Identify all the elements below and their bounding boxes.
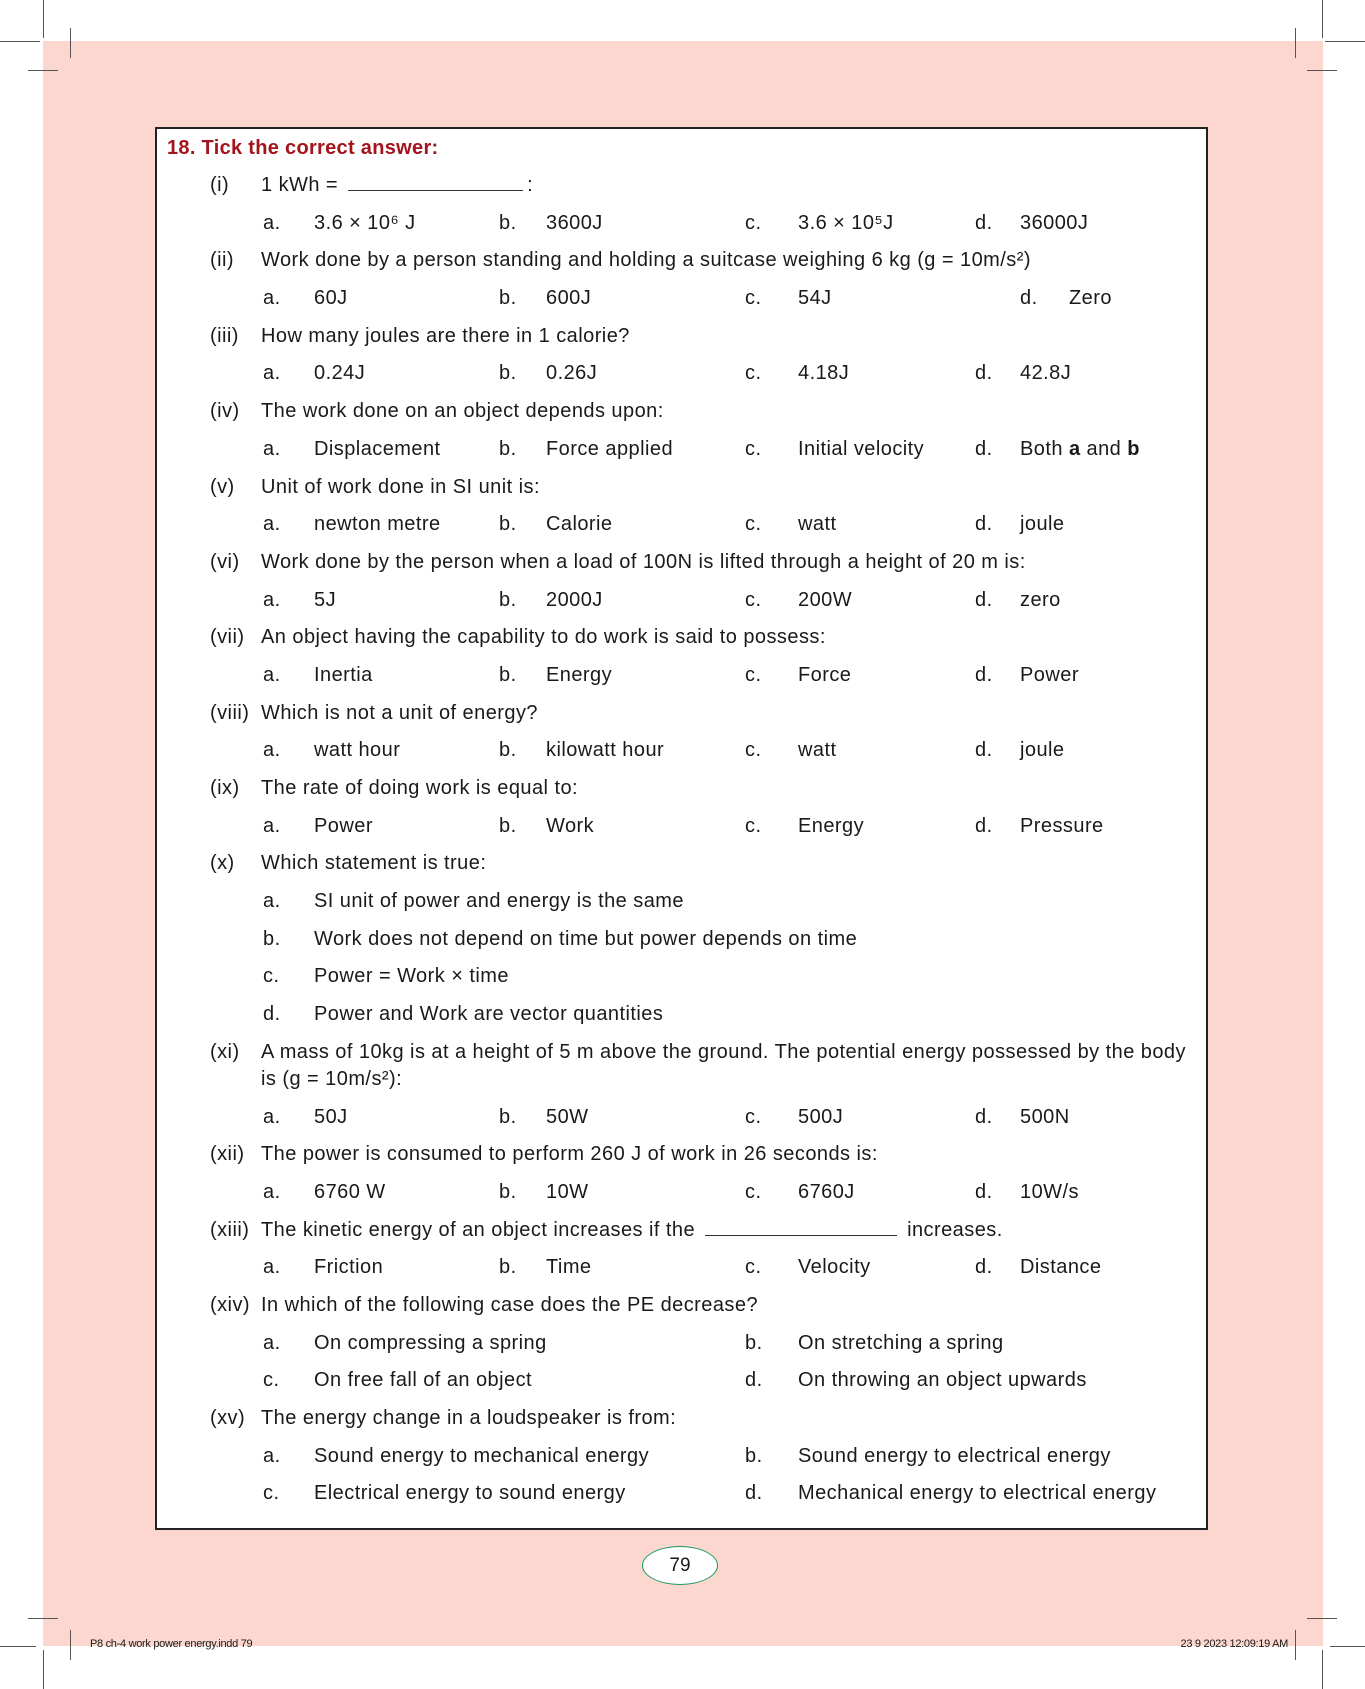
options-row [157,732,1206,770]
question-number: (ix) [210,777,240,799]
options-row [157,205,1206,243]
options-row [157,1099,1206,1137]
question-text [261,845,486,883]
question-text [261,1400,676,1438]
option-label: c. [745,362,762,385]
question-v [157,469,1206,507]
option-label: d. [1020,287,1038,310]
question-i [157,167,1206,205]
question-x [157,845,1206,883]
option-label: a. [263,1105,281,1128]
option-a[interactable]: Sound energy to mechanical energy [314,1444,650,1467]
question-xii [157,1136,1206,1174]
option-a[interactable]: SI unit of power and energy is the same [314,890,684,913]
crop-mark [70,1630,71,1660]
option-label: c. [745,663,762,686]
option-c[interactable]: 200W [798,588,853,611]
question-text [261,770,578,808]
option-d[interactable]: Mechanical energy to electrical energy [798,1482,1157,1505]
option-d[interactable]: Distance [1020,1256,1102,1279]
option-c[interactable]: Force [798,663,852,686]
question-list [157,167,1206,1513]
option-c[interactable]: 4.18J [798,362,850,385]
option-d[interactable]: Pressure [1020,814,1104,837]
option-d[interactable]: joule [1020,513,1065,536]
option-a[interactable]: 50J [314,1105,348,1128]
options-row [157,431,1206,469]
option-label: b. [499,211,517,234]
option-label: a. [263,890,281,913]
options-row [157,1249,1206,1287]
question-xv [157,1400,1206,1438]
footer-file-info: P8 ch-4 work power energy.indd 79 [90,1638,253,1650]
options-row [157,808,1206,846]
text-segment: and [1080,437,1128,460]
option-d[interactable]: 10W/s [1020,1180,1079,1203]
option-c[interactable]: 3.6 × 10⁵J [798,211,894,234]
text-segment: The power is consumed to perform 260 J of work in 26 seconds is: [261,1143,878,1166]
option-label: c. [745,1180,762,1203]
option-label: c. [745,739,762,762]
question-number: (iv) [210,400,240,423]
option-c[interactable]: 6760J [798,1180,855,1203]
question-number: (vi) [210,550,240,573]
question-ii [157,242,1206,280]
text-segment: Work done by the person when a load of 100N is lifted through a height of 20 m is: [261,550,1026,573]
option-label: a. [263,1256,281,1279]
crop-mark [43,1650,44,1689]
option-c[interactable]: Velocity [798,1256,871,1279]
text-segment: increases. [901,1218,1003,1241]
options-row [157,657,1206,695]
option-label: a. [263,1444,281,1467]
question-text [261,469,540,507]
question-number: (viii) [210,701,250,724]
options-row [157,1438,1206,1476]
option-a[interactable]: 6760 W [314,1180,386,1203]
crop-mark [1307,1618,1337,1619]
option-label: c. [745,1256,762,1279]
exercise-title: 18. Tick the correct answer: [167,137,439,159]
option-a[interactable]: watt hour [314,739,401,762]
option-label: d. [263,1003,281,1026]
text-segment: Work done by a person standing and holding a suitcase weighing 6 kg (g = 10m/s²) [261,249,1031,272]
crop-mark [43,0,44,38]
option-label: a. [263,1180,281,1203]
question-number: (ii) [210,249,235,272]
option-label: c. [263,965,280,988]
option-a[interactable]: 60J [314,287,348,310]
option-d[interactable]: 36000J [1020,211,1089,234]
option-label: b. [499,739,517,762]
crop-mark [0,1646,36,1647]
option-a[interactable]: Friction [314,1256,384,1279]
option-c[interactable]: 500J [798,1105,844,1128]
question-number: (xii) [210,1143,245,1166]
question-ix [157,770,1206,808]
option-d[interactable]: zero [1020,588,1061,611]
option-c[interactable]: Energy [798,814,865,837]
option-label: d. [975,588,993,611]
option-label: b. [745,1444,763,1467]
option-label: b. [499,663,517,686]
crop-mark [28,1618,58,1619]
question-number: (xi) [210,1040,240,1063]
option-label: a. [263,588,281,611]
question-number: (i) [210,174,230,196]
option-label: d. [975,1180,993,1203]
option-label: c. [745,287,762,310]
option-label: b. [499,437,517,460]
option-label: d. [975,437,993,460]
option-b[interactable]: Time [546,1256,592,1279]
option-b[interactable]: 3600J [546,211,603,234]
option-d[interactable]: On throwing an object upwards [798,1369,1087,1392]
options-row [157,506,1206,544]
crop-mark [1330,1646,1365,1647]
option-b[interactable]: kilowatt hour [546,739,665,762]
option-a[interactable]: newton metre [314,513,441,536]
question-number: (xiv) [210,1293,251,1316]
option-a[interactable]: 5J [314,588,337,611]
option-label: a. [263,513,281,536]
options-row [157,1325,1206,1363]
text-segment: The work done on an object depends upon: [261,400,664,423]
question-number: (xiii) [210,1218,250,1241]
option-label: a. [263,663,281,686]
options-row [157,996,1206,1034]
answer-blank[interactable] [705,1213,897,1236]
options-row [157,1174,1206,1212]
option-label: d. [975,814,993,837]
option-d[interactable]: 500N [1020,1105,1070,1128]
option-b[interactable]: On stretching a spring [798,1331,1004,1354]
option-b[interactable]: 2000J [546,588,603,611]
question-text [261,619,826,657]
text-segment: An object having the capability to do work is said to possess: [261,626,826,649]
question-text [261,544,1026,582]
crop-mark [1322,0,1323,38]
options-row [157,921,1206,959]
text-segment: The rate of doing work is equal to: [261,777,579,799]
option-label: d. [975,663,993,686]
question-text [261,1136,878,1174]
option-b[interactable]: Force applied [546,437,674,460]
option-label: a. [263,211,281,234]
option-label: a. [263,1331,281,1354]
option-label: b. [499,513,517,536]
crop-mark [1322,1650,1323,1689]
question-number: (v) [210,475,235,498]
option-label: b. [499,1256,517,1279]
option-label: c. [745,814,762,837]
question-xiv [157,1287,1206,1325]
question-xi [157,1034,1206,1099]
option-d[interactable]: 42.8J [1020,362,1072,385]
question-text [261,167,533,205]
option-c[interactable]: watt [798,513,837,536]
text-segment: b [1127,437,1140,460]
text-segment: How many joules are there in 1 calorie? [261,324,630,347]
question-text [261,318,630,356]
option-label: a. [263,437,281,460]
option-a[interactable]: Displacement [314,437,441,460]
exercise-box [155,127,1208,1530]
crop-mark [70,28,71,58]
option-label: b. [499,287,517,310]
option-b[interactable]: Sound energy to electrical energy [798,1444,1111,1467]
option-c[interactable]: Initial velocity [798,437,925,460]
option-label: c. [745,513,762,536]
answer-blank[interactable] [348,168,523,191]
option-label: b. [263,927,281,950]
option-b[interactable]: 600J [546,287,592,310]
option-label: d. [975,1256,993,1279]
option-label: d. [975,513,993,536]
option-a[interactable]: 3.6 × 10⁶ J [314,211,416,234]
option-label: a. [263,362,281,385]
option-label: b. [499,362,517,385]
option-b[interactable]: Work does not depend on time but power depends on time [314,927,858,950]
option-label: b. [745,1331,763,1354]
question-number: (x) [210,852,235,875]
crop-mark [1325,41,1365,42]
question-number: (vii) [210,626,245,649]
option-a[interactable]: Inertia [314,663,373,686]
option-d[interactable]: Zero [1069,287,1112,310]
option-label: d. [975,211,993,234]
option-b[interactable]: Work [546,814,595,837]
text-segment: Which is not a unit of energy? [261,701,538,724]
option-label: c. [745,211,762,234]
text-segment: A mass of 10kg is at a height of 5 m above the ground. The potential energy possessed by the body is (g = 10m/s²): [261,1040,1186,1090]
option-label: d. [745,1482,763,1505]
option-c[interactable]: Power = Work × time [314,965,509,988]
options-row [157,883,1206,921]
question-iii [157,318,1206,356]
options-row [157,355,1206,393]
option-b[interactable]: 10W [546,1180,589,1203]
question-text [261,1287,758,1325]
text-segment: a [1068,437,1081,460]
crop-mark [28,70,58,71]
text-segment: The kinetic energy of an object increases if the [261,1218,702,1241]
option-b[interactable]: 0.26J [546,362,598,385]
option-label: c. [745,437,762,460]
option-b[interactable]: 50W [546,1105,589,1128]
options-row [157,1362,1206,1400]
text-segment: 1 kWh = [261,174,345,196]
footer-timestamp: 23 9 2023 12:09:19 AM [1180,1638,1288,1650]
option-label: a. [263,287,281,310]
option-c[interactable]: 54J [798,287,832,310]
option-d[interactable]: Power and Work are vector quantities [314,1003,664,1026]
page-number: 79 [642,1546,718,1585]
question-vii [157,619,1206,657]
option-d[interactable]: Power [1020,663,1079,686]
text-segment: The energy change in a loudspeaker is from: [261,1407,677,1429]
option-label: a. [263,814,281,837]
text-segment: In which of the following case does the PE decrease? [261,1293,759,1316]
option-c[interactable]: On free fall of an object [314,1369,533,1392]
question-text [261,393,664,431]
option-label: c. [263,1482,280,1505]
option-d[interactable] [1020,431,1140,469]
question-text [261,695,538,733]
question-text [261,1034,1201,1099]
text-segment: Both [1020,437,1069,460]
option-a[interactable]: 0.24J [314,362,366,385]
option-label: c. [745,588,762,611]
option-label: b. [499,1180,517,1203]
options-row [157,1475,1206,1513]
option-label: d. [975,739,993,762]
question-xiii [157,1212,1206,1250]
question-text [261,242,1031,280]
option-label: d. [745,1369,763,1392]
crop-mark [0,41,40,42]
options-row [157,582,1206,620]
option-b[interactable]: Energy [546,663,613,686]
question-vi [157,544,1206,582]
option-label: b. [499,814,517,837]
question-number: (xv) [210,1407,246,1429]
option-label: d. [975,1105,993,1128]
options-row [157,280,1206,318]
option-label: a. [263,739,281,762]
text-segment: Unit of work done in SI unit is: [261,475,540,498]
option-d[interactable]: joule [1020,739,1065,762]
option-label: d. [975,362,993,385]
option-label: c. [263,1369,280,1392]
question-viii [157,695,1206,733]
option-a[interactable]: Power [314,814,373,837]
crop-mark [1307,70,1337,71]
option-label: c. [745,1105,762,1128]
crop-mark [1295,28,1296,58]
option-label: b. [499,1105,517,1128]
option-c[interactable]: Electrical energy to sound energy [314,1482,626,1505]
text-segment: Which statement is true: [261,852,487,875]
option-c[interactable]: watt [798,739,837,762]
crop-mark [1295,1630,1296,1660]
question-text [261,1212,1003,1250]
option-b[interactable]: Calorie [546,513,613,536]
text-segment: : [527,174,534,196]
option-label: b. [499,588,517,611]
option-a[interactable]: On compressing a spring [314,1331,547,1354]
question-number: (iii) [210,324,239,347]
question-iv [157,393,1206,431]
options-row [157,958,1206,996]
